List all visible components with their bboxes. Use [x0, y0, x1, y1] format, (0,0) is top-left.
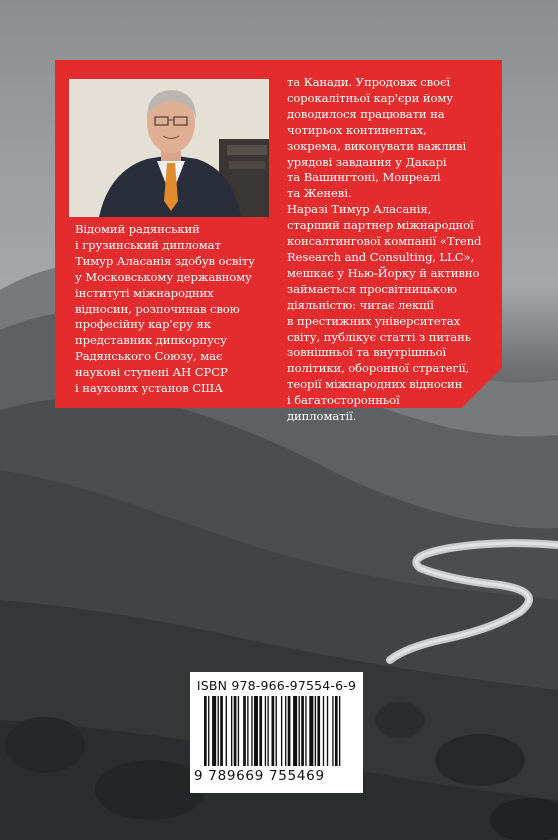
- barcode-bar: [231, 696, 232, 766]
- barcode-bar: [315, 696, 316, 766]
- isbn-barcode-box: [190, 672, 363, 793]
- barcode-bar: [254, 696, 258, 766]
- barcode-bar: [265, 696, 266, 766]
- barcode-bar: [276, 696, 277, 766]
- barcode-bar: [335, 696, 338, 766]
- barcode-digits: 9 789669 755469: [194, 768, 325, 784]
- barcode-bar: [247, 696, 248, 766]
- barcode-bar: [218, 696, 219, 766]
- barcode-bar: [212, 696, 216, 766]
- barcode-bar: [208, 696, 209, 766]
- barcode-bar: [299, 696, 300, 766]
- barcode-bar: [234, 696, 237, 766]
- author-portrait-image: [69, 79, 269, 217]
- barcode-bar: [288, 696, 291, 766]
- barcode-bar: [323, 696, 324, 766]
- barcode-bar: [327, 696, 328, 766]
- barcode-bar: [220, 696, 223, 766]
- barcode-bar: [243, 696, 246, 766]
- biography-text-left: Відомий радянський і грузинський дипломат Тимур Аласанія здобув освіту у Московському державному інституті міжнародних відносин, розпочинав свою професійну кар'єру як представник дипкорпусу Радянського Союзу, має наукові ступені АН СРСР і наукових установ США: [75, 222, 255, 396]
- barcode-bar: [332, 696, 333, 766]
- barcode-bar: [272, 696, 275, 766]
- author-portrait: [69, 79, 269, 217]
- barcode-bar: [238, 696, 239, 766]
- barcode-bar: [267, 696, 268, 766]
- barcode-bar: [339, 696, 340, 766]
- biography-text-right: та Канади. Упродовж своєї сорокалітньої кар'єри йому доводилося працювати на чотирьох континентах, зокрема, виконувати важливі урядові завдання у Дакарі та Вашингтоні, Монреалі та Женеві. Наразі Тимур Аласанія, старший партнер міжнародної консалтингової компанії «Trend Research and Consulting, LLC», мешкає у Нью-Йорку й активно займається просвітницькою діяльністю: читає лекції в престижних університетах світу, публікує статті з питань зовнішньої та внутрішньої політики, оборонної стратегії, теорії міжнародних відносин і багатосторонньої дипломатії.: [287, 75, 482, 424]
- barcode-bar: [259, 696, 262, 766]
- barcode-bar: [204, 696, 207, 766]
- barcode-bar: [293, 696, 297, 766]
- barcode-bar: [281, 696, 282, 766]
- barcode-bar: [317, 696, 320, 766]
- barcode-bar: [305, 696, 306, 766]
- barcode-bar: [301, 696, 304, 766]
- isbn-label: ISBN 978-966-97554-6-9: [196, 678, 357, 693]
- barcode-bar: [309, 696, 313, 766]
- barcode-bar: [226, 696, 227, 766]
- barcode-bar: [251, 696, 252, 766]
- barcode-bar: [285, 696, 286, 766]
